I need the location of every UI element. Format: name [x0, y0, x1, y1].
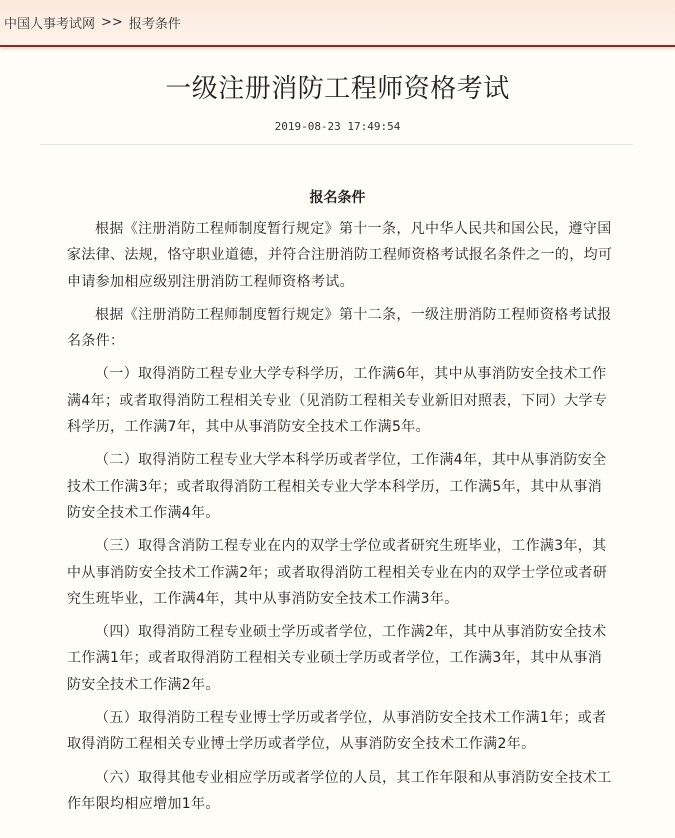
paragraph: 根据《注册消防工程师制度暂行规定》第十二条，一级注册消防工程师资格考试报名条件：	[67, 306, 612, 350]
condition-item: （二）取得消防工程专业大学本科学历或者学位，工作满4年，其中从事消防安全技术工作满3年；或者取得消防工程相关专业大学本科学历，工作满5年，其中从事消防安全技术工作满4年。	[67, 452, 607, 521]
page-title: 一级注册消防工程师资格考试	[165, 74, 510, 104]
condition-item: （六）取得其他专业相应学历或者学位的人员，其工作年限和从事消防安全技术工作年限均相应增加1年。	[67, 769, 612, 812]
publish-date: 2019-08-23 17:49:54	[274, 120, 401, 133]
breadcrumb-current-link[interactable]: 报考条件	[128, 17, 181, 32]
paragraph: 根据《注册消防工程师制度暂行规定》第十一条，凡中华人民共和国公民，遵守国家法律、法规，恪守职业道德，并符合注册消防工程师资格考试报名条件之一的，均可申请参加相应级别注册消防工程师资格考试。	[67, 221, 613, 290]
section-heading: 报名条件	[309, 190, 366, 206]
breadcrumb-separator: >>	[101, 15, 123, 30]
article-body	[67, 216, 615, 817]
condition-item: （三）取得含消防工程专业在内的双学士学位或者研究生班毕业，工作满3年，其中从事消防安全技术工作满2年；或者取得消防工程相关专业在内的双学士学位或者研究生班毕业，工作满4年，其中从事消防安全技术工作满3年。	[67, 538, 608, 607]
condition-item: （四）取得消防工程专业硕士学历或者学位，工作满2年，其中从事消防安全技术工作满1年；或者取得消防工程相关专业硕士学历或者学位，工作满3年，其中从事消防安全技术工作满2年。	[67, 624, 607, 693]
divider	[40, 144, 633, 145]
breadcrumb	[0, 0, 675, 47]
breadcrumb-home-link[interactable]: 中国人事考试网	[4, 17, 96, 32]
condition-item: （五）取得消防工程专业博士学历或者学位，从事消防安全技术工作满1年；或者取得消防工程相关专业博士学历或者学位，从事消防安全技术工作满2年。	[67, 710, 607, 753]
condition-item: （一）取得消防工程专业大学专科学历，工作满6年，其中从事消防安全技术工作满4年；或者取得消防工程相关专业（见消防工程相关专业新旧对照表，下同）大学专科学历，工作满7年，其中从事消防安全技术工作满5年。	[67, 366, 608, 436]
